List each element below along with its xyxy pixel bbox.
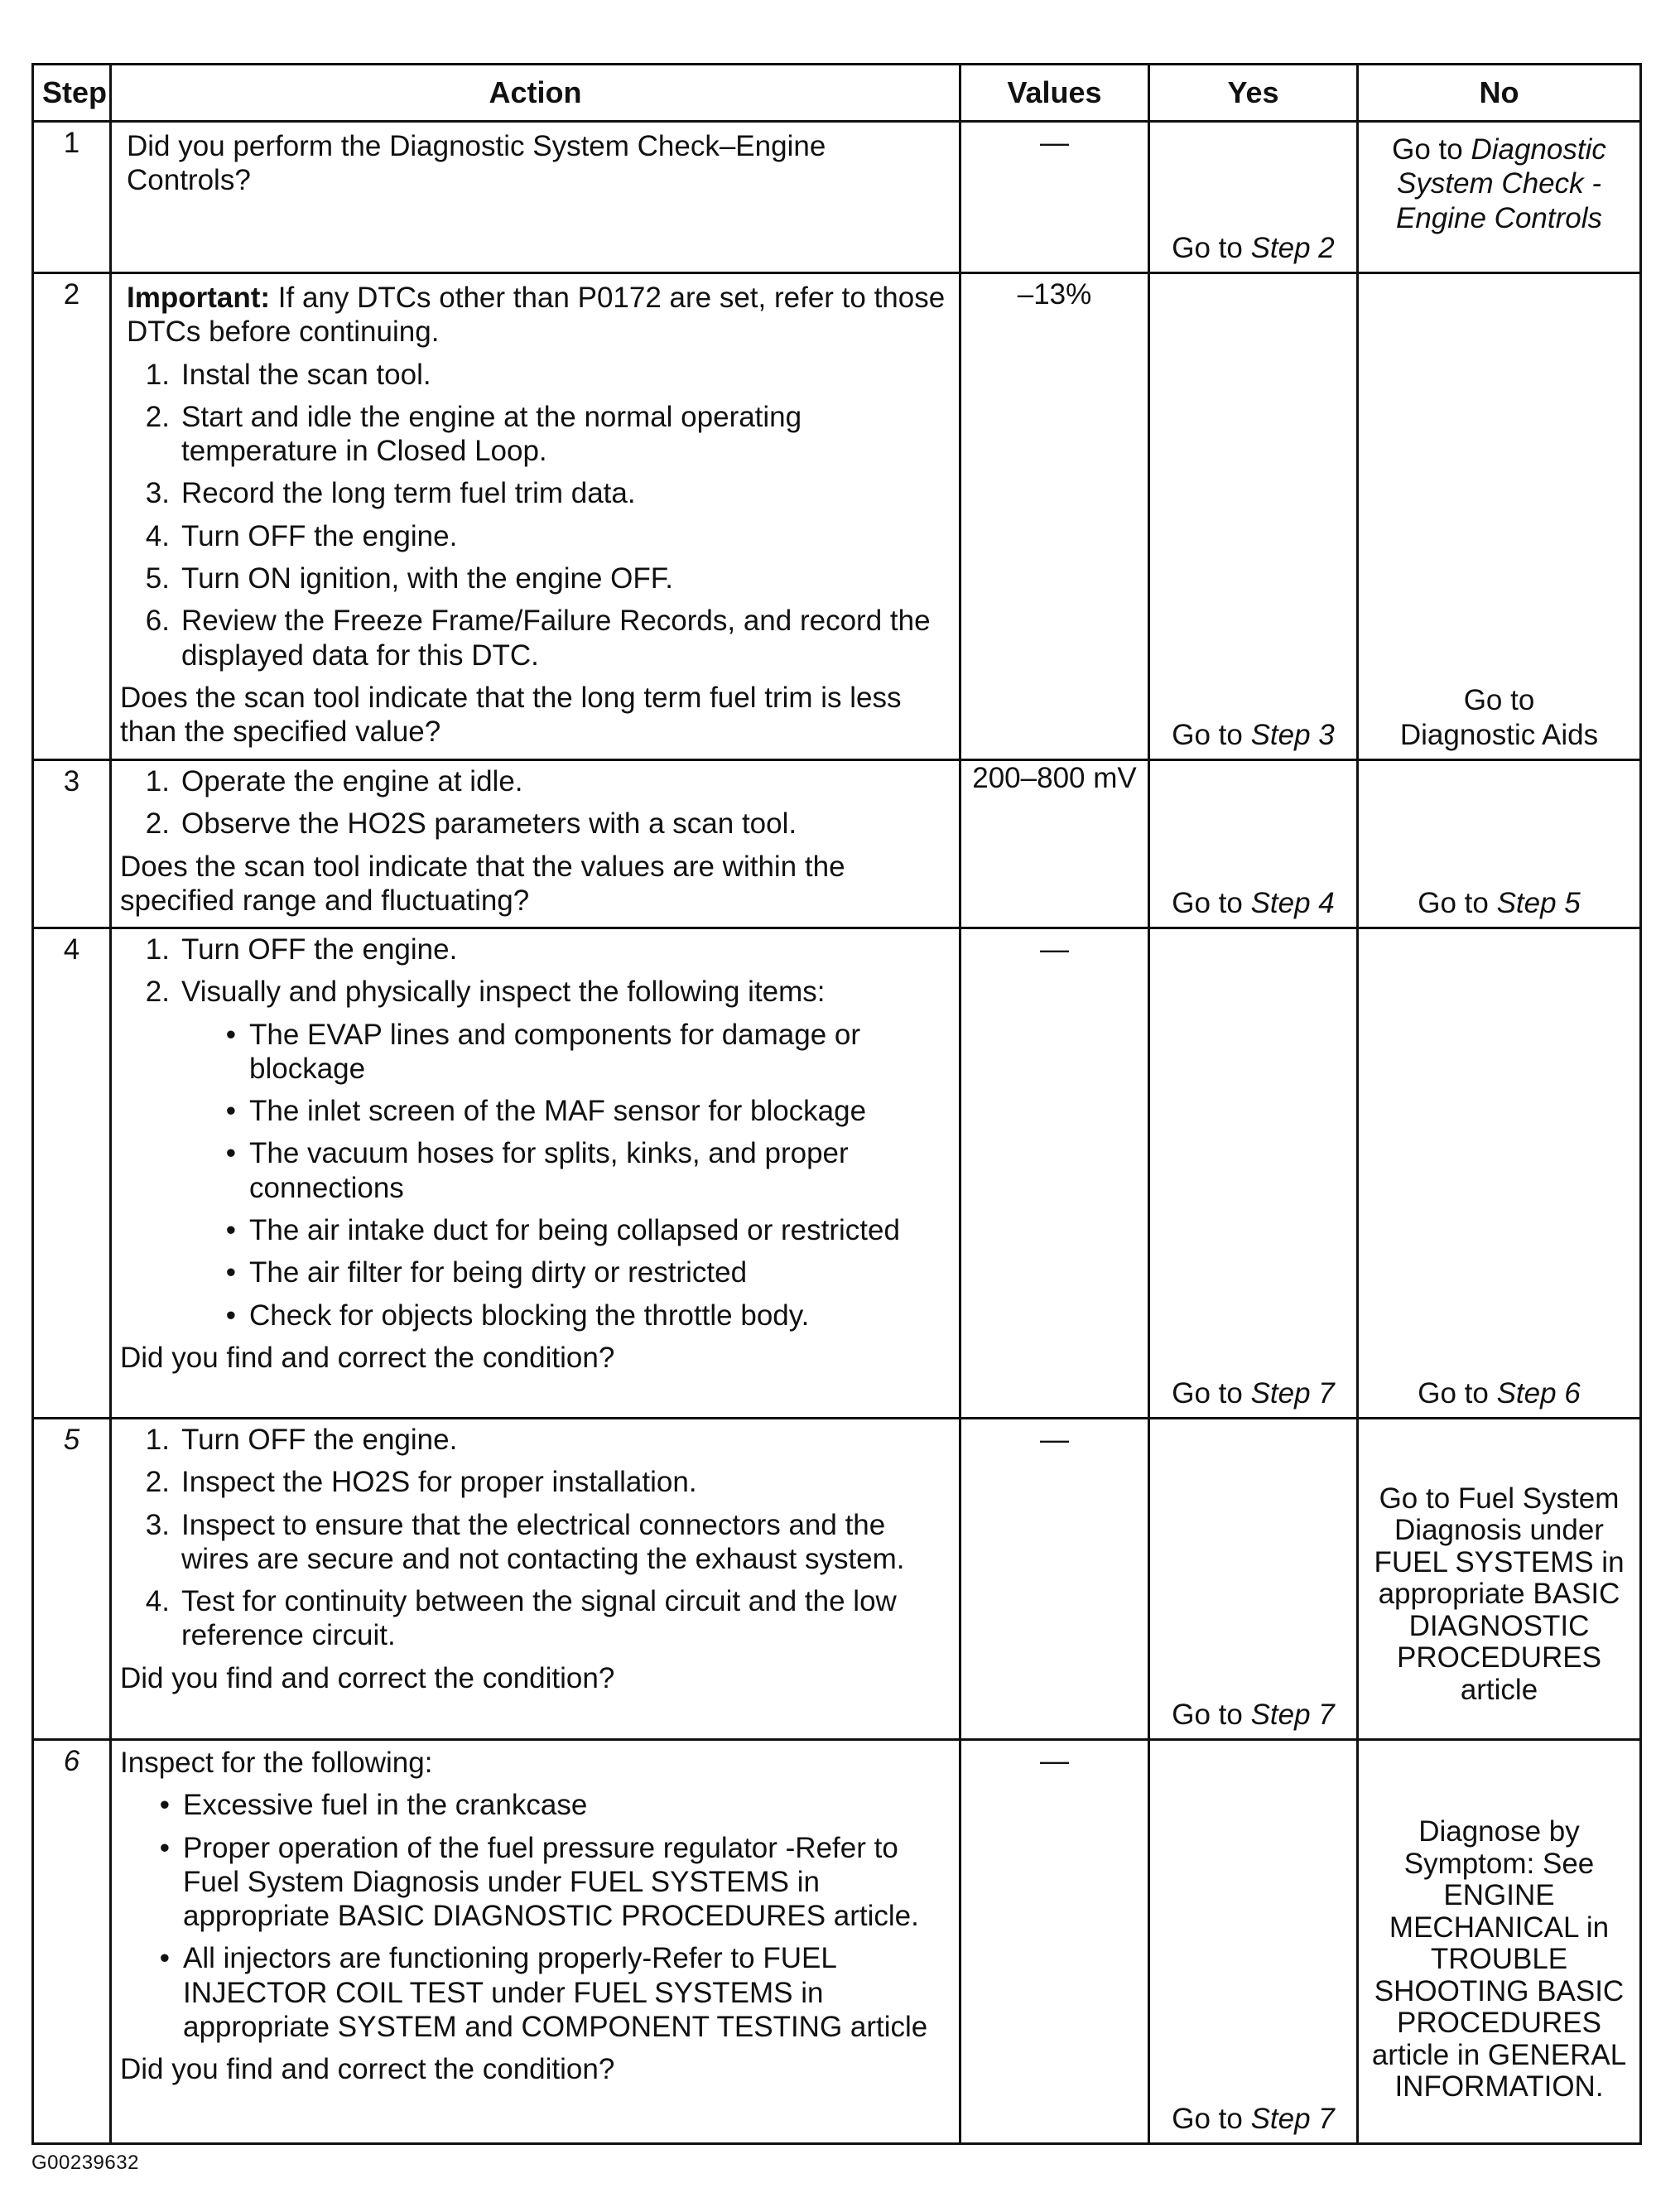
yes-target: Step 7 bbox=[1250, 1376, 1335, 1410]
yes-target: Step 4 bbox=[1250, 886, 1335, 919]
action-cell bbox=[111, 1419, 960, 1740]
list-item: 1. Instal the scan tool. bbox=[145, 358, 431, 391]
action-question: Does the scan tool indicate that the long term fuel trim is less than the specified value? bbox=[120, 681, 902, 749]
action-question: Did you find and correct the condition? bbox=[120, 2053, 615, 2086]
yes-prefix: Go to bbox=[1172, 886, 1251, 919]
figure-id: G00239632 bbox=[31, 2152, 139, 2174]
step-number: 2 bbox=[33, 273, 111, 760]
step-number: 6 bbox=[33, 1740, 111, 2144]
table-row-step-4 bbox=[33, 928, 1641, 1419]
list-item: 1. Operate the engine at idle. bbox=[145, 765, 523, 798]
no-goto bbox=[1359, 683, 1639, 752]
yes-target: Step 7 bbox=[1250, 1698, 1335, 1731]
header-row bbox=[33, 65, 1641, 122]
table-row-step-3 bbox=[33, 760, 1641, 928]
yes-target: Step 7 bbox=[1250, 2102, 1335, 2135]
yes-cell bbox=[1149, 1419, 1358, 1740]
action-cell bbox=[111, 928, 960, 1419]
list-item: 2. Inspect the HO2S for proper installation. bbox=[145, 1466, 697, 1499]
no-goto bbox=[1359, 886, 1639, 920]
table-row-step-1 bbox=[33, 122, 1641, 273]
bullet-item: • The inlet screen of the MAF sensor for blockage bbox=[225, 1095, 867, 1128]
yes-cell bbox=[1149, 1740, 1358, 2144]
list-item: 2. Observe the HO2S parameters with a scan tool. bbox=[145, 807, 797, 841]
action-question: Did you find and correct the condition? bbox=[120, 1661, 615, 1694]
value-cell: — bbox=[960, 1740, 1149, 2144]
no-cell bbox=[1358, 122, 1641, 273]
bullet-item: • The vacuum hoses for splits, kinks, and proper connections bbox=[225, 1137, 849, 1204]
table-row-step-2 bbox=[33, 273, 1641, 760]
yes-target: Step 2 bbox=[1250, 231, 1335, 264]
yes-goto bbox=[1150, 1698, 1356, 1732]
action-cell bbox=[111, 273, 960, 760]
yes-prefix: Go to bbox=[1172, 231, 1251, 264]
list-item: 1. Turn OFF the engine. bbox=[145, 933, 458, 966]
yes-goto bbox=[1150, 231, 1356, 265]
header-step: Step bbox=[33, 65, 111, 122]
no-cell bbox=[1358, 1740, 1641, 2144]
header-yes: Yes bbox=[1149, 65, 1358, 122]
table-row-step-5 bbox=[33, 1419, 1641, 1740]
action-intro: Inspect for the following: bbox=[120, 1747, 433, 1779]
important-note bbox=[120, 281, 951, 349]
value-cell: –13% bbox=[960, 273, 1149, 760]
bullet-item: • The air intake duct for being collapsed or restricted bbox=[225, 1214, 900, 1247]
list-item: 2. Visually and physically inspect the following items: bbox=[145, 976, 826, 1009]
bullet-item: • All injectors are functioning properly-Refer to FUEL INJECTOR COIL TEST under FUEL SYSTEMS in appropriate SYSTEM and COMPONENT TESTING article bbox=[159, 1942, 928, 2044]
header-action: Action bbox=[111, 65, 960, 122]
list-item: 4. Test for continuity between the signal circuit and the low reference circuit. bbox=[145, 1585, 897, 1652]
yes-prefix: Go to bbox=[1172, 718, 1251, 751]
bullet-item: • Excessive fuel in the crankcase bbox=[159, 1789, 588, 1822]
no-cell bbox=[1358, 928, 1641, 1419]
yes-cell bbox=[1149, 928, 1358, 1419]
bullet-item: • Proper operation of the fuel pressure regulator -Refer to Fuel System Diagnosis under FUEL SYSTEMS in appropriate BASIC DIAGNOSTIC PROCEDURES article. bbox=[159, 1831, 919, 1933]
value-cell: — bbox=[960, 1419, 1149, 1740]
yes-prefix: Go to bbox=[1172, 2102, 1251, 2135]
step-number: 3 bbox=[33, 760, 111, 928]
list-item: 3. Record the long term fuel trim data. bbox=[145, 477, 636, 510]
action-cell bbox=[111, 1740, 960, 2144]
list-item: 3. Inspect to ensure that the electrical connectors and the wires are secure and not contacting the exhaust system. bbox=[145, 1508, 905, 1575]
no-line-2: Diagnostic Aids bbox=[1399, 718, 1599, 751]
no-target: Step 6 bbox=[1496, 1376, 1581, 1410]
no-target: Diagnostic System Check - Engine Controls bbox=[1395, 133, 1606, 234]
yes-cell bbox=[1149, 122, 1358, 273]
value-cell: — bbox=[960, 122, 1149, 273]
yes-goto bbox=[1150, 718, 1356, 752]
yes-cell bbox=[1149, 273, 1358, 760]
diagnostic-table bbox=[31, 63, 1642, 2145]
action-cell bbox=[111, 760, 960, 928]
yes-goto bbox=[1150, 2102, 1356, 2136]
yes-prefix: Go to bbox=[1172, 1698, 1251, 1731]
value-cell: 200–800 mV bbox=[960, 760, 1149, 928]
no-referral-text: Go to Fuel System Diagnosis under FUEL SYSTEMS in appropriate BASIC DIAGNOSTIC PROCEDURES article bbox=[1374, 1482, 1625, 1706]
step-number: 1 bbox=[33, 122, 111, 273]
no-cell bbox=[1358, 1419, 1641, 1740]
list-item: 5. Turn ON ignition, with the engine OFF. bbox=[145, 562, 673, 595]
action-question: Did you find and correct the condition? bbox=[120, 1341, 615, 1374]
action-intro: Did you perform the Diagnostic System Check–Engine Controls? bbox=[127, 130, 826, 197]
yes-cell bbox=[1149, 760, 1358, 928]
header-no: No bbox=[1358, 65, 1641, 122]
no-target: Step 5 bbox=[1496, 886, 1581, 919]
no-prefix: Go to bbox=[1392, 133, 1471, 166]
no-cell bbox=[1358, 273, 1641, 760]
no-goto bbox=[1359, 133, 1639, 235]
list-item: 6. Review the Freeze Frame/Failure Records, and record the displayed data for this DTC. bbox=[145, 605, 931, 672]
no-goto bbox=[1359, 1376, 1639, 1410]
action-cell bbox=[111, 122, 960, 273]
no-line-1: Go to bbox=[1463, 684, 1535, 717]
list-item: 1. Turn OFF the engine. bbox=[145, 1424, 458, 1456]
bullet-item: • Check for objects blocking the throttle body. bbox=[225, 1299, 810, 1332]
step-number: 5 bbox=[33, 1419, 111, 1740]
action-question: Does the scan tool indicate that the values are within the specified range and fluctuating? bbox=[120, 850, 845, 917]
list-item: 2. Start and idle the engine at the normal operating temperature in Closed Loop. bbox=[145, 400, 802, 468]
header-values: Values bbox=[960, 65, 1149, 122]
yes-goto bbox=[1150, 886, 1356, 920]
bullet-item: • The EVAP lines and components for damage or blockage bbox=[225, 1018, 861, 1085]
value-cell: — bbox=[960, 928, 1149, 1419]
yes-target: Step 3 bbox=[1250, 718, 1335, 751]
step-number: 4 bbox=[33, 928, 111, 1419]
no-prefix: Go to bbox=[1418, 886, 1497, 919]
important-text: If any DTCs other than P0172 are set, refer to those DTCs before continuing. bbox=[127, 282, 946, 349]
list-item: 4. Turn OFF the engine. bbox=[145, 519, 458, 552]
table-row-step-6 bbox=[33, 1740, 1641, 2144]
no-referral-text: Diagnose by Symptom: See ENGINE MECHANICAL in TROUBLE SHOOTING BASIC PROCEDURES article in GENERAL INFORMATION. bbox=[1371, 1815, 1627, 2104]
bullet-item: • The air filter for being dirty or restricted bbox=[225, 1256, 748, 1289]
no-prefix: Go to bbox=[1418, 1376, 1497, 1410]
yes-prefix: Go to bbox=[1172, 1376, 1251, 1410]
important-label: Important: bbox=[127, 282, 271, 314]
no-cell bbox=[1358, 760, 1641, 928]
yes-goto bbox=[1150, 1376, 1356, 1410]
